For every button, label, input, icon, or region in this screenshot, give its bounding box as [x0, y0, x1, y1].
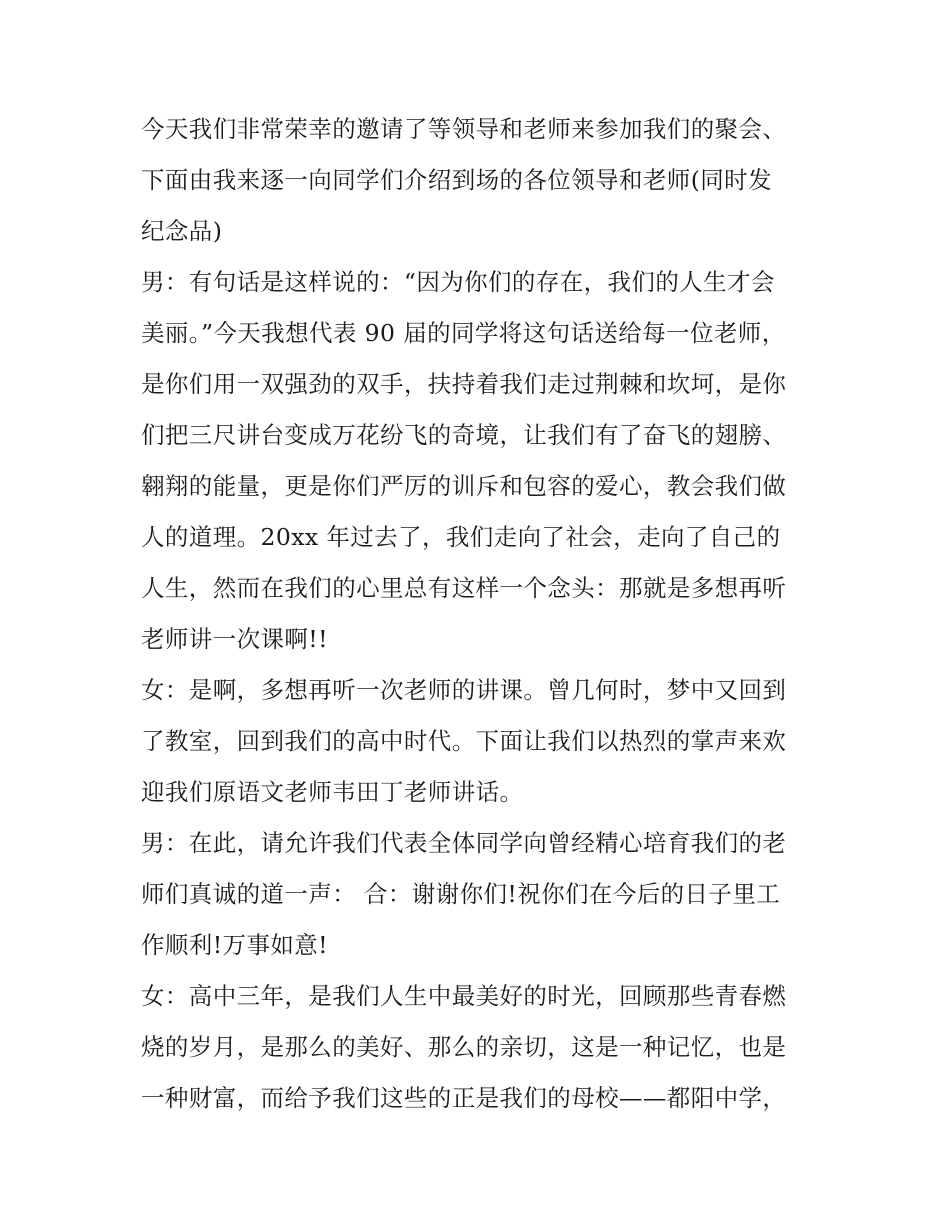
text-line: 下面由我来逐一向同学们介绍到场的各位领导和老师(同时发 [141, 166, 772, 194]
text-line: 女：是啊，多想再听一次老师的讲课。曾几何时，梦中又回到 [141, 676, 787, 704]
text-line: 烧的岁月，是那么的美好、那么的亲切，这是一种记忆，也是 [141, 1033, 787, 1061]
text-line: 女：高中三年，是我们人生中最美好的时光，回顾那些青春燃 [141, 982, 787, 1010]
text-line: 了教室，回到我们的高中时代。下面让我们以热烈的掌声来欢 [141, 727, 787, 755]
text-line: 翱翔的能量，更是你们严厉的训斥和包容的爱心，教会我们做 [141, 472, 787, 500]
text-line: 们把三尺讲台变成万花纷飞的奇境，让我们有了奋飞的翅膀、 [141, 421, 787, 449]
text-line: 今天我们非常荣幸的邀请了等领导和老师来参加我们的聚会、 [141, 115, 787, 143]
text-line: 作顺利!万事如意! [141, 931, 328, 959]
text-line: 迎我们原语文老师韦田丁老师讲话。 [141, 778, 524, 806]
document-body [141, 104, 821, 1124]
text-line: 师们真诚的道一声： 合：谢谢你们!祝你们在今后的日子里工 [141, 880, 781, 908]
text-line: 男：在此，请允许我们代表全体同学向曾经精心培育我们的老 [141, 829, 787, 857]
text-line: 人的道理。20xx 年过去了，我们走向了社会，走向了自己的 [141, 523, 781, 551]
text-line: 人生，然而在我们的心里总有这样一个念头：那就是多想再听 [141, 574, 787, 602]
text-line: 男：有句话是这样说的：“因为你们的存在，我们的人生才会 [141, 268, 775, 296]
text-line: 纪念品) [141, 217, 223, 245]
text-line: 一种财富，而给予我们这些的正是我们的母校——都阳中学， [141, 1084, 787, 1112]
text-line: 是你们用一双强劲的双手，扶持着我们走过荆棘和坎坷，是你 [141, 370, 787, 398]
text-line: 美丽。”今天我想代表 90 届的同学将这句话送给每一位老师， [141, 319, 786, 347]
text-line: 老师讲一次课啊!! [141, 625, 328, 653]
